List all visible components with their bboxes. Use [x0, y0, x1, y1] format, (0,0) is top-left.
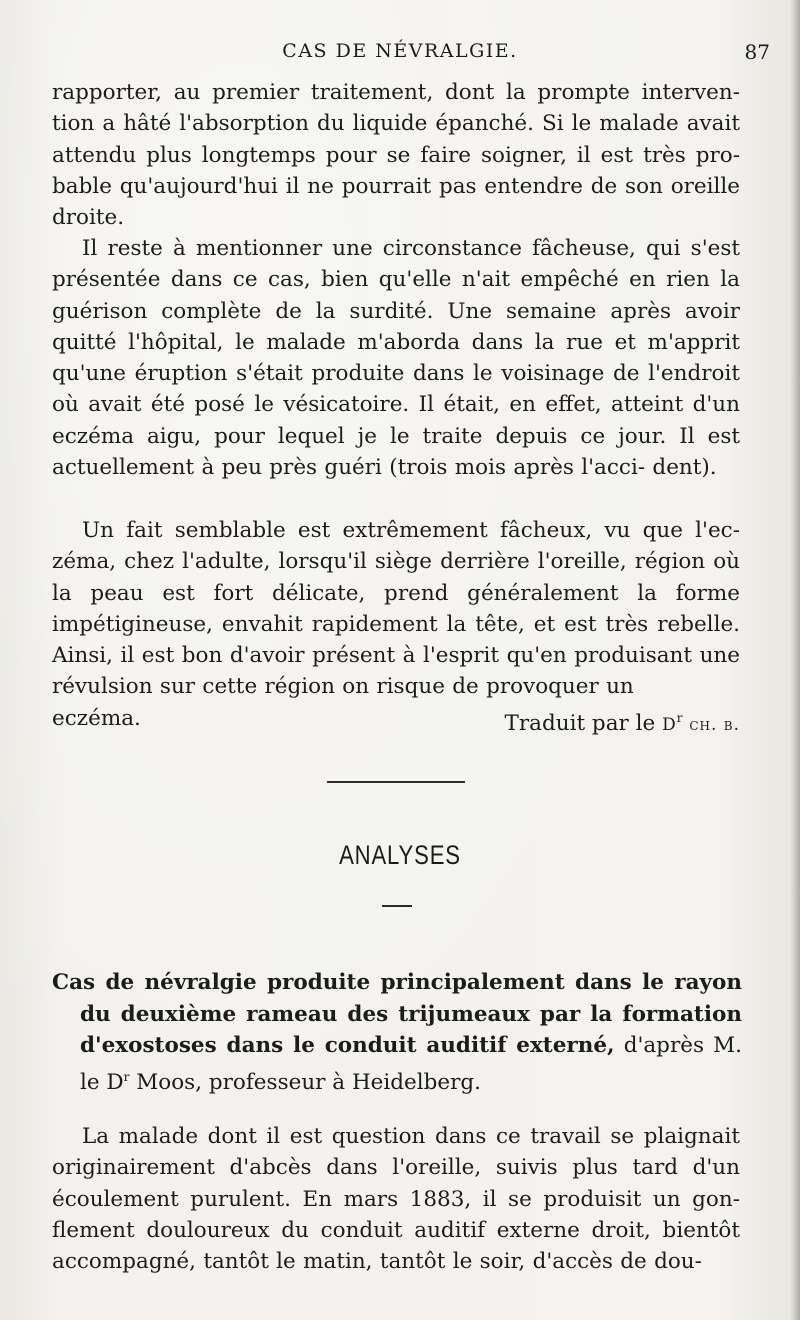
running-title: CAS DE NÉVRALGIE.: [282, 40, 518, 62]
page-header: [0, 40, 800, 70]
section-title: ANALYSES: [339, 840, 461, 870]
translator-signature: [505, 703, 740, 741]
paragraph-eczema: [52, 515, 740, 734]
section-divider: [327, 781, 465, 783]
page-edge-shadow: [790, 0, 800, 1320]
article-title-bold: Cas de névralgie produite principalement dans le rayon du deuxième rameau des trijumeaux par la formation d'exostoses dans le conduit auditif externé,: [52, 970, 742, 1058]
signature-prefix: Traduit par le: [504, 710, 656, 736]
article-body: [52, 1121, 740, 1277]
paragraph-text: Il reste à mentionner une circonstance fâcheuse, qui s'est présentée dans ce cas, bien qu'elle n'ait empêché en rien la guérison complète de la surdité. Une semaine après avoir quitté l'hôpital, le malade m'aborda dans la rue et m'apprit qu'une éruption s'était produite dans le voisinage de l'endroit où avait été posé le vésicatoire. Il était, en effet, atteint d'un eczéma aigu, pour lequel je le traite depuis ce jour. Il est actuellement à peu près guéri (trois mois après l'acci- dent).: [52, 236, 740, 481]
article-title: [52, 967, 742, 1098]
paragraph-text: Un fait semblable est extrêmement fâcheux, vu que l'ec- zéma, chez l'adulte, lorsqu'il siège derrière l'oreille, région où la peau est fort délicate, prend généralement la forme impétigineuse, envahit rapidement la tête, et est très rebelle. Ainsi, il est bon d'avoir présent à l'esprit qu'en produisant une révulsion sur cette région on risque de provoquer un: [52, 518, 740, 700]
paragraph-continuation: [52, 77, 740, 233]
signature-name: ch. b.: [689, 714, 740, 735]
signature-dr-sup: r: [676, 710, 683, 725]
signature-dr: D: [662, 714, 677, 735]
article-title-author-prefix: d'après M. le D: [80, 1033, 742, 1095]
article-title-sup: r: [123, 1069, 130, 1084]
title-underline: [382, 905, 412, 907]
article-title-author: Moos, professeur à Heidelberg.: [136, 1069, 482, 1095]
page-number: 87: [744, 40, 770, 64]
signature-line: [52, 703, 740, 734]
paragraph-text: La malade dont il est question dans ce travail se plaignait originairement d'abcès dans l'oreille, suivis plus tard d'un écoulement purulent. En mars 1883, il se produisit un gon- flement douloureux du conduit auditif externe droit, bientôt accompagné, tantôt le matin, tantôt le soir, d'accès de dou-: [52, 1124, 740, 1275]
paragraph-text: rapporter, au premier traitement, dont la prompte interven- tion a hâté l'absorption du liquide épanché. Si le malade avait attendu plus longtemps pour se faire soigner, il est très pro- bable qu'aujourd'hui il ne pourrait pas entendre de son oreille droite.: [52, 80, 740, 231]
paragraph-circumstance: [52, 233, 740, 483]
last-word: eczéma.: [52, 705, 141, 731]
